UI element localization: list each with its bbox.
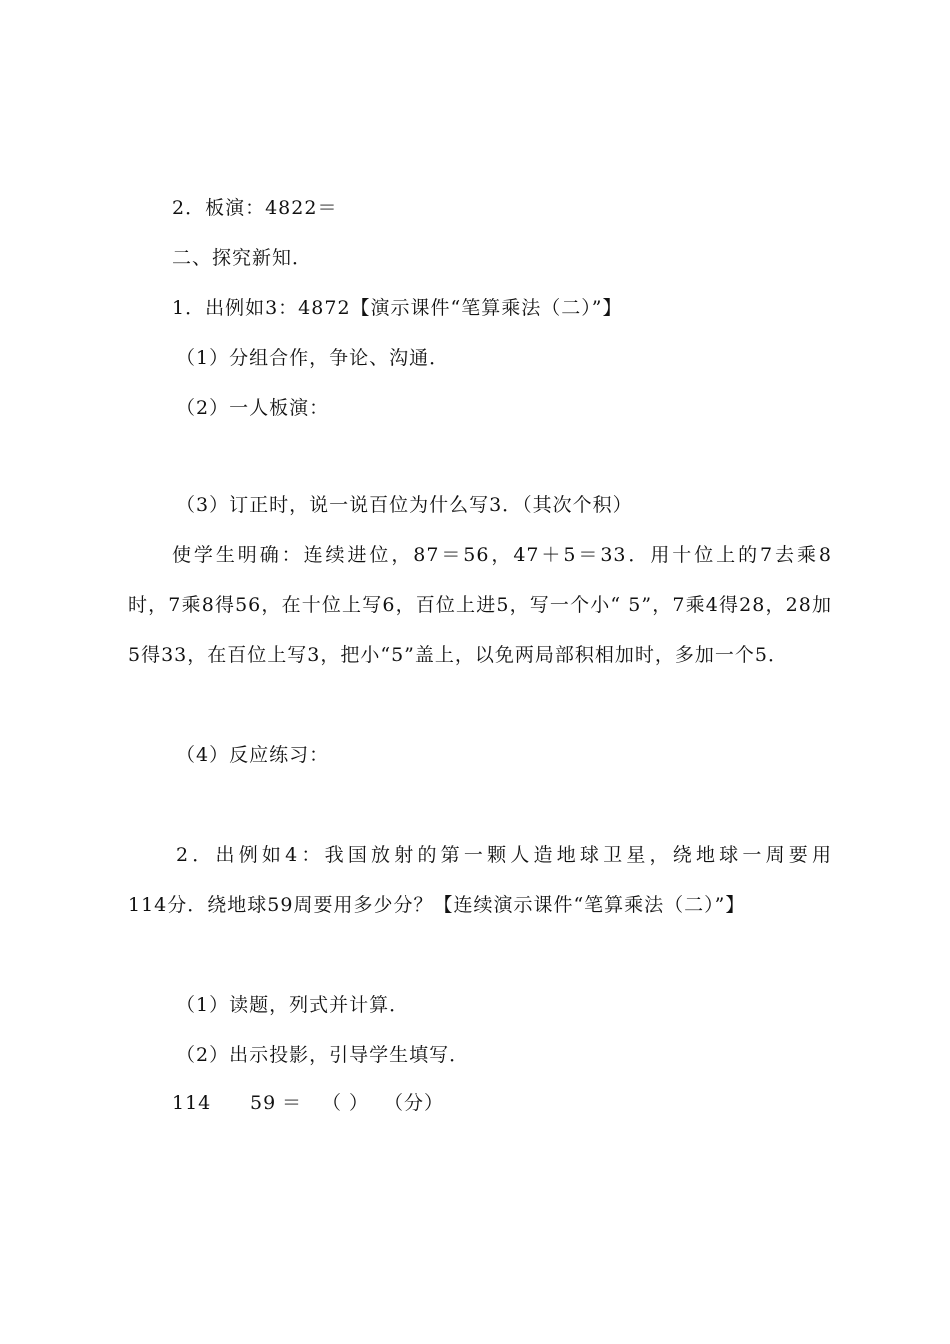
explanation-paragraph-first-line: 使学生明确：连续进位，87＝56，47＋5＝33．用十位上的7去乘8 bbox=[172, 544, 832, 566]
expression-answer-blank: （ ） bbox=[322, 1092, 370, 1114]
board-exercise-line: 2．板演：4822＝ bbox=[172, 197, 338, 219]
explanation-paragraph-body: 时，7乘8得56，在十位上写6，百位上进5，写一个小“ 5”，7乘4得28，28加5得33，在百位上写3，把小“5”盖上，以免两局部积相加时，多加一个5． bbox=[128, 594, 832, 666]
step-3-line: （3）订正时，说一说百位为什么写3．（其次个积） bbox=[176, 494, 633, 516]
example-3-line: 1．出例如3：4872【演示课件“笔算乘法（二）”】 bbox=[172, 297, 623, 319]
example-4-body: 114分．绕地球59周要用多少分？【连续演示课件“笔算乘法（二）”】 bbox=[128, 894, 746, 916]
step-2-line: （2）一人板演： bbox=[176, 397, 330, 419]
expression-equals: ＝ bbox=[282, 1092, 303, 1114]
expression-multiplier: 59 bbox=[250, 1092, 277, 1114]
expression-unit: （分） bbox=[384, 1092, 445, 1114]
fill-in-expression bbox=[0, 1091, 950, 1115]
step-4-line: （4）反应练习： bbox=[176, 744, 330, 766]
section-heading: 二、探究新知． bbox=[172, 247, 313, 269]
example-4-first-line: 2．出例如4：我国放射的第一颗人造地球卫星，绕地球一周要用 bbox=[176, 844, 832, 866]
step-projection-line: （2）出示投影，引导学生填写． bbox=[176, 1044, 470, 1066]
expression-multiplicand: 114 bbox=[172, 1092, 212, 1114]
step-1-line: （1）分组合作，争论、沟通． bbox=[176, 347, 450, 369]
step-read-line: （1）读题，列式并计算． bbox=[176, 994, 410, 1016]
